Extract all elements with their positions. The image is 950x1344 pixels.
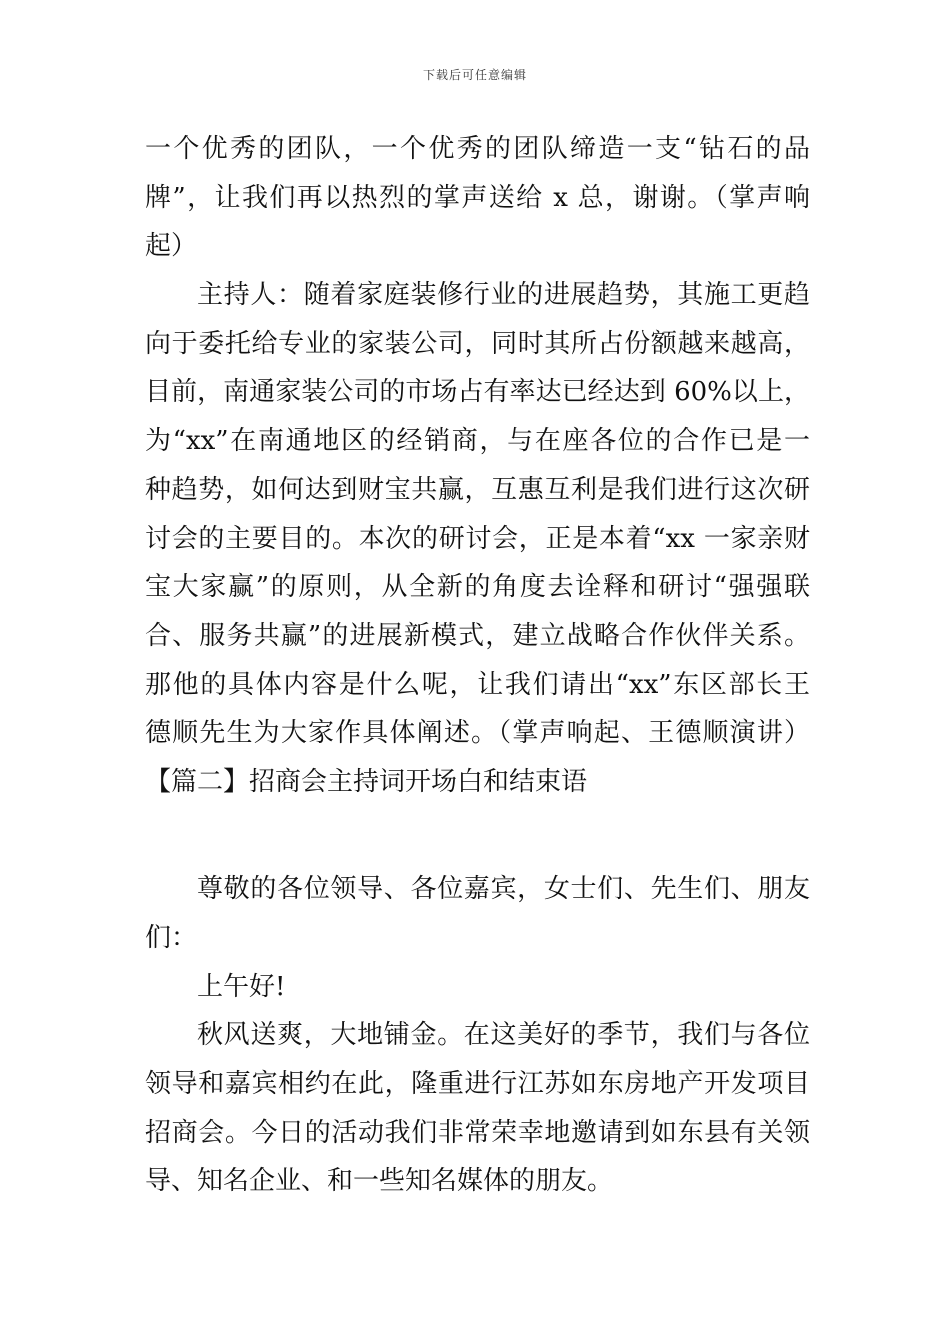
- text-line: 那他的具体内容是什么呢，让我们请出“xx”东区部长王: [145, 669, 810, 700]
- section-heading: 【篇二】招商会主持词开场白和结束语: [145, 766, 588, 797]
- page-header: 下载后可任意编辑: [422, 68, 527, 82]
- spacer: [145, 855, 810, 865]
- text-line: 牌”，让我们再以热烈的掌声送给 x 总，谢谢。（掌声响: [145, 182, 810, 213]
- text-line: 目前，南通家装公司的市场占有率达已经达到 60%以上，: [145, 377, 810, 408]
- text-line: 一个优秀的团队，一个优秀的团队缔造一支“钻石的品: [145, 134, 810, 164]
- text-line: 讨会的主要目的。本次的研讨会，正是本着“xx 一家亲财: [145, 523, 810, 554]
- text-line: 起）: [145, 231, 198, 262]
- text-line: 主持人：随着家庭装修行业的进展趋势，其施工更趋: [197, 280, 810, 311]
- text-line: 领导和嘉宾相约在此，隆重进行江苏如东房地产开发项目: [145, 1069, 810, 1100]
- text-line: 宝大家赢”的原则，从全新的角度去诠释和研讨“强强联: [145, 572, 810, 603]
- text-line: 们：: [145, 923, 198, 953]
- text-line: 秋风送爽，大地铺金。在这美好的季节，我们与各位: [197, 1020, 810, 1051]
- blank-line: [145, 807, 810, 856]
- text-line: 种趋势，如何达到财宝共赢，互惠互利是我们进行这次研: [145, 474, 810, 505]
- text-line: 为“xx”在南通地区的经销商，与在座各位的合作已是一: [145, 426, 810, 457]
- text-line: 上午好!: [197, 971, 286, 1002]
- document-body: [145, 125, 810, 1206]
- text-line: 向于委托给专业的家装公司，同时其所占份额越来越高，: [145, 328, 810, 359]
- text-line: 导、知名企业、和一些知名媒体的朋友。: [145, 1166, 614, 1197]
- text-line: 合、服务共赢”的进展新模式，建立战略合作伙伴关系。: [145, 620, 810, 651]
- text-line: 招商会。今日的活动我们非常荣幸地邀请到如东县有关领: [145, 1117, 810, 1148]
- text-line: 尊敬的各位领导、各位嘉宾，女士们、先生们、朋友: [197, 874, 810, 905]
- text-line: 德顺先生为大家作具体阐述。（掌声响起、王德顺演讲）: [145, 718, 810, 749]
